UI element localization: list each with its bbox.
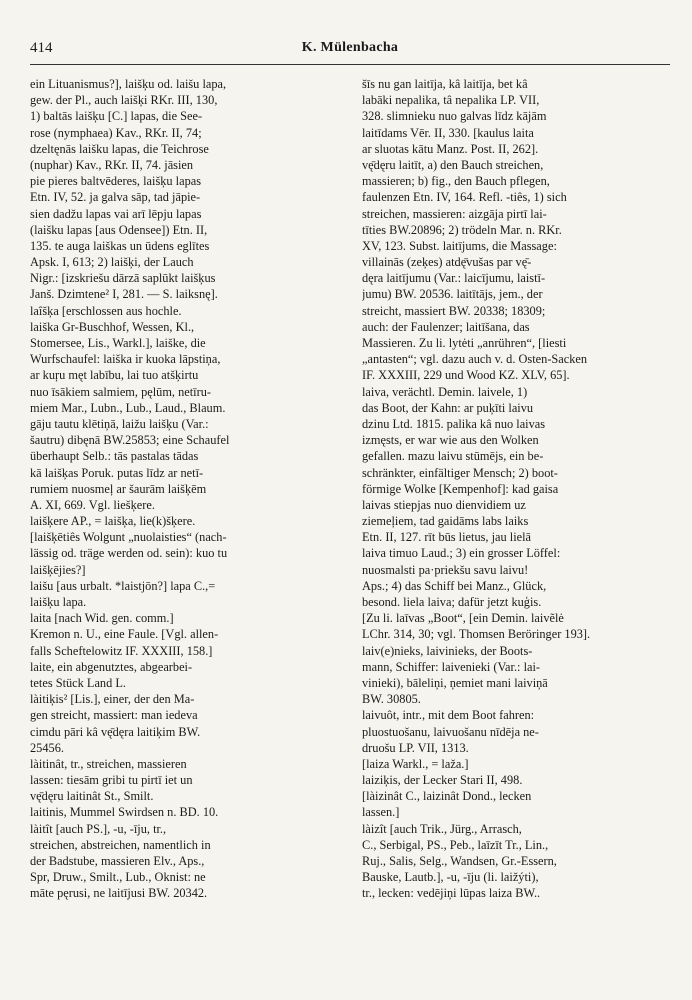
text-line: šīs nu gan laitīja, kâ laitīja, bet kâ bbox=[362, 77, 528, 91]
text-line: laitīdams Vēr. II, 330. [kaulus laita bbox=[362, 125, 534, 140]
text-line: laišķu lapa. bbox=[30, 595, 87, 609]
text-line: (laišku lapas [aus Odensee]) Etn. II, bbox=[30, 222, 208, 237]
text-line: dęra laitījumu (Var.: laicījumu, laistī- bbox=[362, 271, 546, 286]
header-rule bbox=[30, 64, 670, 65]
text-line: labāki nepalika, tâ nepalika LP. VII, bbox=[362, 93, 540, 108]
text-line: gew. der Pl., auch laišķi RKr. III, 130, bbox=[30, 93, 218, 108]
text-line: tr., lecken: vedējiņi lūpas laiza BW.. bbox=[362, 886, 541, 901]
text-line: IF. XXXIII, 229 und Wood KZ. XLV, 65]. bbox=[362, 368, 570, 383]
text-line: Bauske, Lautb.], -u, -īju (li. laižýti), bbox=[362, 870, 539, 885]
text-line: gāju tautu klētiņā, laižu laišķu (Var.: bbox=[30, 416, 209, 431]
text-line: kā laišķas Poruk. putas līdz ar netī- bbox=[30, 465, 204, 480]
text-line: gen streicht, massiert: man iedeva bbox=[30, 708, 198, 723]
text-line: tīties BW.20896; 2) trödeln Mar. n. RKr. bbox=[362, 222, 562, 237]
text-line: ar kuŗu męt labību, lai tuo atšķirtu bbox=[30, 368, 199, 383]
text-line: šautru) dibęnā BW.25853; eine Schaufel bbox=[30, 433, 230, 448]
text-line: auch: der Faulenzer; laitīšana, das bbox=[362, 319, 530, 334]
text-line: izmęsts, er war wie aus den Wolken bbox=[362, 433, 539, 448]
text-line: Etn. II, 127. rīt būs lietus, jau lielā bbox=[362, 530, 532, 545]
text-line: laiška Gr-Buschhof, Wessen, Kl., bbox=[30, 319, 195, 334]
text-line: faulenzen Etn. IV, 164. Refl. -tiês, 1) sich bbox=[362, 190, 567, 205]
text-line: 1) baltās laišķu [C.] lapas, die See- bbox=[30, 109, 203, 124]
text-line: laivuôt, intr., mit dem Boot fahren: bbox=[362, 708, 535, 723]
text-line: làitinât, tr., streichen, massieren bbox=[30, 756, 187, 771]
text-line: miem Mar., Lubn., Lub., Laud., Blaum. bbox=[30, 400, 226, 415]
text-line: nuo īsākiem salmiem, pęlūm, netīru- bbox=[30, 384, 212, 399]
text-line: ziemeļiem, tad gaidāms labs laiks bbox=[362, 514, 529, 529]
text-line: laiziķis, der Lecker Stari II, 498. bbox=[362, 773, 523, 788]
text-line: lassen: tiesām gribi tu pirtī iet un bbox=[30, 773, 193, 788]
text-line: laita [nach Wid. gen. comm.] bbox=[30, 611, 174, 626]
text-line: [làizinât C., laizinât Dond., lecken bbox=[362, 789, 532, 804]
text-line: förmige Wolke [Kempenhof]: kad gaisa bbox=[362, 481, 559, 496]
text-line: laite, ein abgenutztes, abgearbei- bbox=[30, 659, 193, 674]
text-line: Ruj., Salis, Selg., Wandsen, Gr.-Essern, bbox=[362, 854, 557, 868]
text-line: laišķere AP., = laišķa, lie(k)šķere. bbox=[30, 514, 196, 529]
text-line: 25456. bbox=[30, 740, 64, 755]
left-column bbox=[30, 76, 332, 902]
text-line: lässig od. träge werden od. sein): kuo tu bbox=[30, 546, 228, 561]
text-line: BW. 30805. bbox=[362, 692, 421, 707]
text-line: laišķējies?] bbox=[30, 562, 86, 577]
text-line: ein Lituanismus?], laišķu od. laišu lapa, bbox=[30, 77, 227, 91]
text-line: vę̄dęru laitīt, a) den Bauch streichen, bbox=[362, 157, 544, 172]
text-line: dzinu Ltd. 1815. palika kâ nuo laivas bbox=[362, 416, 546, 431]
text-line: laîšķa [erschlossen aus hochle. bbox=[30, 303, 182, 318]
text-line: A. XI, 669. Vgl. liešķere. bbox=[30, 497, 155, 512]
text-line: ar sluotas kātu Manz. Post. II, 262]. bbox=[362, 141, 539, 156]
text-line: streicht, massiert BW. 20338; 18309; bbox=[362, 303, 546, 318]
text-line: lassen.] bbox=[362, 805, 400, 820]
text-line: vę̄dęru laitinât St., Smilt. bbox=[30, 789, 154, 804]
text-line: làitît [auch PS.], -u, -īju, tr., bbox=[30, 821, 167, 836]
text-line: C., Serbigal, PS., Peb., laīzīt Tr., Lin., bbox=[362, 837, 549, 852]
text-line: làitiķis² [Lis.], einer, der den Ma- bbox=[30, 692, 195, 707]
text-line: druošu LP. VII, 1313. bbox=[362, 740, 469, 755]
text-line: māte pęrusi, ne laitījusi BW. 20342. bbox=[30, 886, 208, 901]
text-line: laitinis, Mummel Swirdsen n. BD. 10. bbox=[30, 805, 219, 820]
text-line: mann, Schiffer: laivenieki (Var.: lai- bbox=[362, 659, 541, 674]
text-line: streichen, abstreichen, namentlich in bbox=[30, 837, 211, 852]
text-line: Kremon n. U., eine Faule. [Vgl. allen- bbox=[30, 627, 219, 642]
text-line: sien dadžu lapas vai arī lēpju lapas bbox=[30, 206, 202, 221]
text-line: rumiem nuosmeļ ar šaurām laišķēm bbox=[30, 481, 207, 496]
text-line: [Zu li. laīvas „Boot“, [ein Demin. laivẽlė bbox=[362, 611, 564, 626]
text-line: Janš. Dzimtene² I, 281. — S. laiksnę]. bbox=[30, 287, 218, 302]
text-line: [laiza Warkl., = laža.] bbox=[362, 756, 469, 771]
text-line: überhaupt Selb.: tās pastalas tādas bbox=[30, 449, 199, 464]
text-line: pie pieres baltvēderes, laišķu lapas bbox=[30, 174, 202, 189]
text-line: Spr, Druw., Smilt., Lub., Oknist: ne bbox=[30, 870, 206, 885]
text-line: rose (nymphaea) Kav., RKr. II, 74; bbox=[30, 125, 202, 140]
text-line: streichen, massieren: aizgāja pirtī lai- bbox=[362, 206, 547, 221]
text-line: LChr. 314, 30; vgl. Thomsen Beröringer 193]. bbox=[362, 627, 591, 642]
text-line: villainās (zeķes) atdę̄vušas par vę̄- bbox=[362, 255, 532, 270]
text-line: laišu [aus urbalt. *laistjōn?] lapa C.,= bbox=[30, 578, 216, 593]
text-line: [laišķētiês Wolgunt „nuolaisties“ (nach- bbox=[30, 530, 227, 545]
text-line: Nigr.: [izskriešu dārzā saplūkt laišķus bbox=[30, 271, 216, 286]
text-line: Stomersee, Lis., Warkl.], laiške, die bbox=[30, 336, 206, 350]
text-line: Apsk. I, 613; 2) laišķi, der Lauch bbox=[30, 255, 194, 270]
text-line: nuosmalsti pa·priekšu savu laivu! bbox=[362, 562, 529, 577]
text-line: tetes Stück Land L. bbox=[30, 675, 126, 690]
text-line: laiva, verächtl. Demin. laivele, 1) bbox=[362, 384, 528, 399]
text-line: „antasten“; vgl. dazu auch v. d. Osten-Sacken bbox=[362, 352, 588, 367]
text-line: dzeltęnās laišku lapas, die Teichrose bbox=[30, 141, 209, 156]
text-line: laiva timuo Laud.; 3) ein grosser Löffel: bbox=[362, 546, 561, 561]
text-line: làizît [auch Trik., Jürg., Arrasch, bbox=[362, 821, 522, 836]
text-line: XV, 123. Subst. laitījums, die Massage: bbox=[362, 238, 557, 253]
right-column bbox=[362, 76, 664, 902]
text-line: pluostuošanu, laivuošanu nīdēja ne- bbox=[362, 724, 539, 739]
text-line: das Boot, der Kahn: ar puķīti laivu bbox=[362, 400, 534, 415]
text-line: (nuphar) Kav., RKr. II, 74. jāsien bbox=[30, 157, 194, 172]
text-line: 135. te auga laiškas un ūdens eglītes bbox=[30, 238, 210, 253]
text-line: gefallen. mazu laivu stūmējs, ein be- bbox=[362, 449, 544, 464]
text-line: besond. liela laiva; dafür jetzt kuģis. bbox=[362, 595, 542, 609]
text-line: Etn. IV, 52. ja galva sāp, tad jāpie- bbox=[30, 190, 201, 205]
running-head: K. Mülenbacha bbox=[301, 40, 399, 55]
text-line: vinieki), bāleliņi, ņemiet mani laiviņā bbox=[362, 675, 548, 690]
text-line: massieren; b) fig., den Bauch pflegen, bbox=[362, 174, 550, 189]
text-line: Massieren. Zu li. lytėti „anrühren“, [liesti bbox=[362, 336, 567, 350]
page-number: 414 bbox=[30, 40, 53, 56]
text-line: cimdu pāri kâ vę̄dęra laitiķim BW. bbox=[30, 724, 201, 739]
text-line: der Badstube, massieren Elv., Aps., bbox=[30, 854, 205, 868]
page-header bbox=[30, 40, 670, 62]
text-line: Wurfschaufel: laiška ir kuoka lāpstiņa, bbox=[30, 352, 221, 367]
text-line: 328. slimnieku nuo galvas līdz kājām bbox=[362, 109, 547, 124]
text-line: laiv(e)nieks, laivinieks, der Boots- bbox=[362, 643, 533, 658]
text-line: Aps.; 4) das Schiff bei Manz., Glück, bbox=[362, 578, 547, 593]
text-line: schränkter, einfältiger Mensch; 2) boot- bbox=[362, 465, 558, 480]
text-line: jumu) BW. 20536. laitītājs, jem., der bbox=[362, 287, 543, 302]
text-line: falls Scheftelowitz IF. XXXIII, 158.] bbox=[30, 643, 213, 658]
text-line: laivas stiepjas nuo dienvidiem uz bbox=[362, 497, 526, 512]
